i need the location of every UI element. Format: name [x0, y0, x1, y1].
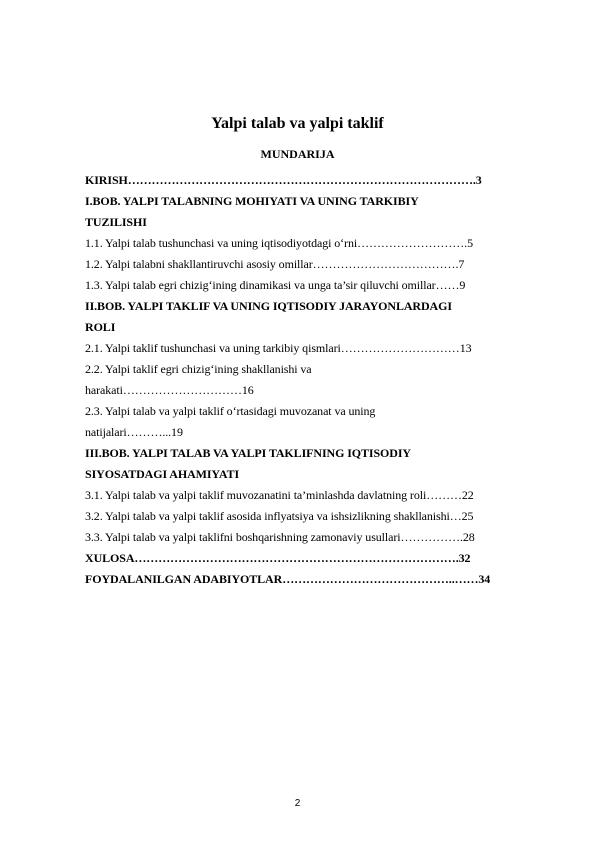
toc-entry-conclusion[interactable]: XULOSA……………………………………………………………………….32: [85, 551, 471, 565]
toc-entry-3-1[interactable]: 3.1. Yalpi talab va yalpi taklif muvozanatini ta’minlashda davlatning roli………22: [85, 488, 474, 502]
toc-entry-introduction[interactable]: KIRISH…………………………………………………………………………….3: [85, 173, 482, 187]
toc-entry-2-2[interactable]: 2.2. Yalpi taklif egri chizig‘ining shakllanishi va: [85, 362, 312, 376]
toc-chapter-1-title[interactable]: I.BOB. YALPI TALABNING MOHIYATI VA UNING TARKIBIY: [85, 194, 419, 208]
toc-entry-1-3[interactable]: 1.3. Yalpi talab egri chizig‘ining dinamikasi va unga ta’sir qiluvchi omillar……9: [85, 278, 466, 292]
toc-entry-references[interactable]: FOYDALANILGAN ADABIYOTLAR……………………………………..……34: [85, 572, 491, 586]
toc-entry-1-1[interactable]: 1.1. Yalpi talab tushunchasi va uning iqtisodiyotdagi o‘rni……………………….5: [85, 236, 473, 250]
toc-chapter-3-title-cont[interactable]: SIYOSATDAGI AHAMIYATI: [85, 467, 240, 481]
toc-entry-2-3[interactable]: 2.3. Yalpi talab va yalpi taklif o‘rtasidagi muvozanat va uning: [85, 404, 376, 418]
toc-entry-1-2[interactable]: 1.2. Yalpi talabni shakllantiruvchi asosiy omillar……………………………….7: [85, 257, 465, 271]
toc-chapter-2-title-cont[interactable]: ROLI: [85, 320, 116, 334]
toc-chapter-1-title-cont[interactable]: TUZILISHI: [85, 215, 147, 229]
table-of-contents: [85, 170, 554, 590]
toc-entry-3-2[interactable]: 3.2. Yalpi talab va yalpi taklif asosida inflyatsiya va ishsizlikning shakllanishi…25: [85, 509, 474, 523]
toc-entry-3-3[interactable]: 3.3. Yalpi talab va yalpi taklifni boshqarishning zamonaviy usullari…………….28: [85, 530, 475, 544]
document-title: Yalpi talab va yalpi taklif: [211, 115, 384, 132]
contents-heading: MUNDARIJA: [260, 147, 335, 161]
toc-chapter-3-title[interactable]: III.BOB. YALPI TALAB VA YALPI TAKLIFNING IQTISODIY: [85, 446, 411, 460]
toc-entry-2-1[interactable]: 2.1. Yalpi taklif tushunchasi va uning tarkibiy qismlari…………………………13: [85, 341, 472, 355]
toc-entry-2-3-cont[interactable]: natijalari………...19: [85, 425, 183, 439]
page-number: 2: [294, 798, 301, 809]
toc-entry-2-2-cont[interactable]: harakati…………………………16: [85, 383, 254, 397]
toc-chapter-2-title[interactable]: II.BOB. YALPI TAKLIF VA UNING IQTISODIY JARAYONLARDAGI: [85, 299, 452, 313]
